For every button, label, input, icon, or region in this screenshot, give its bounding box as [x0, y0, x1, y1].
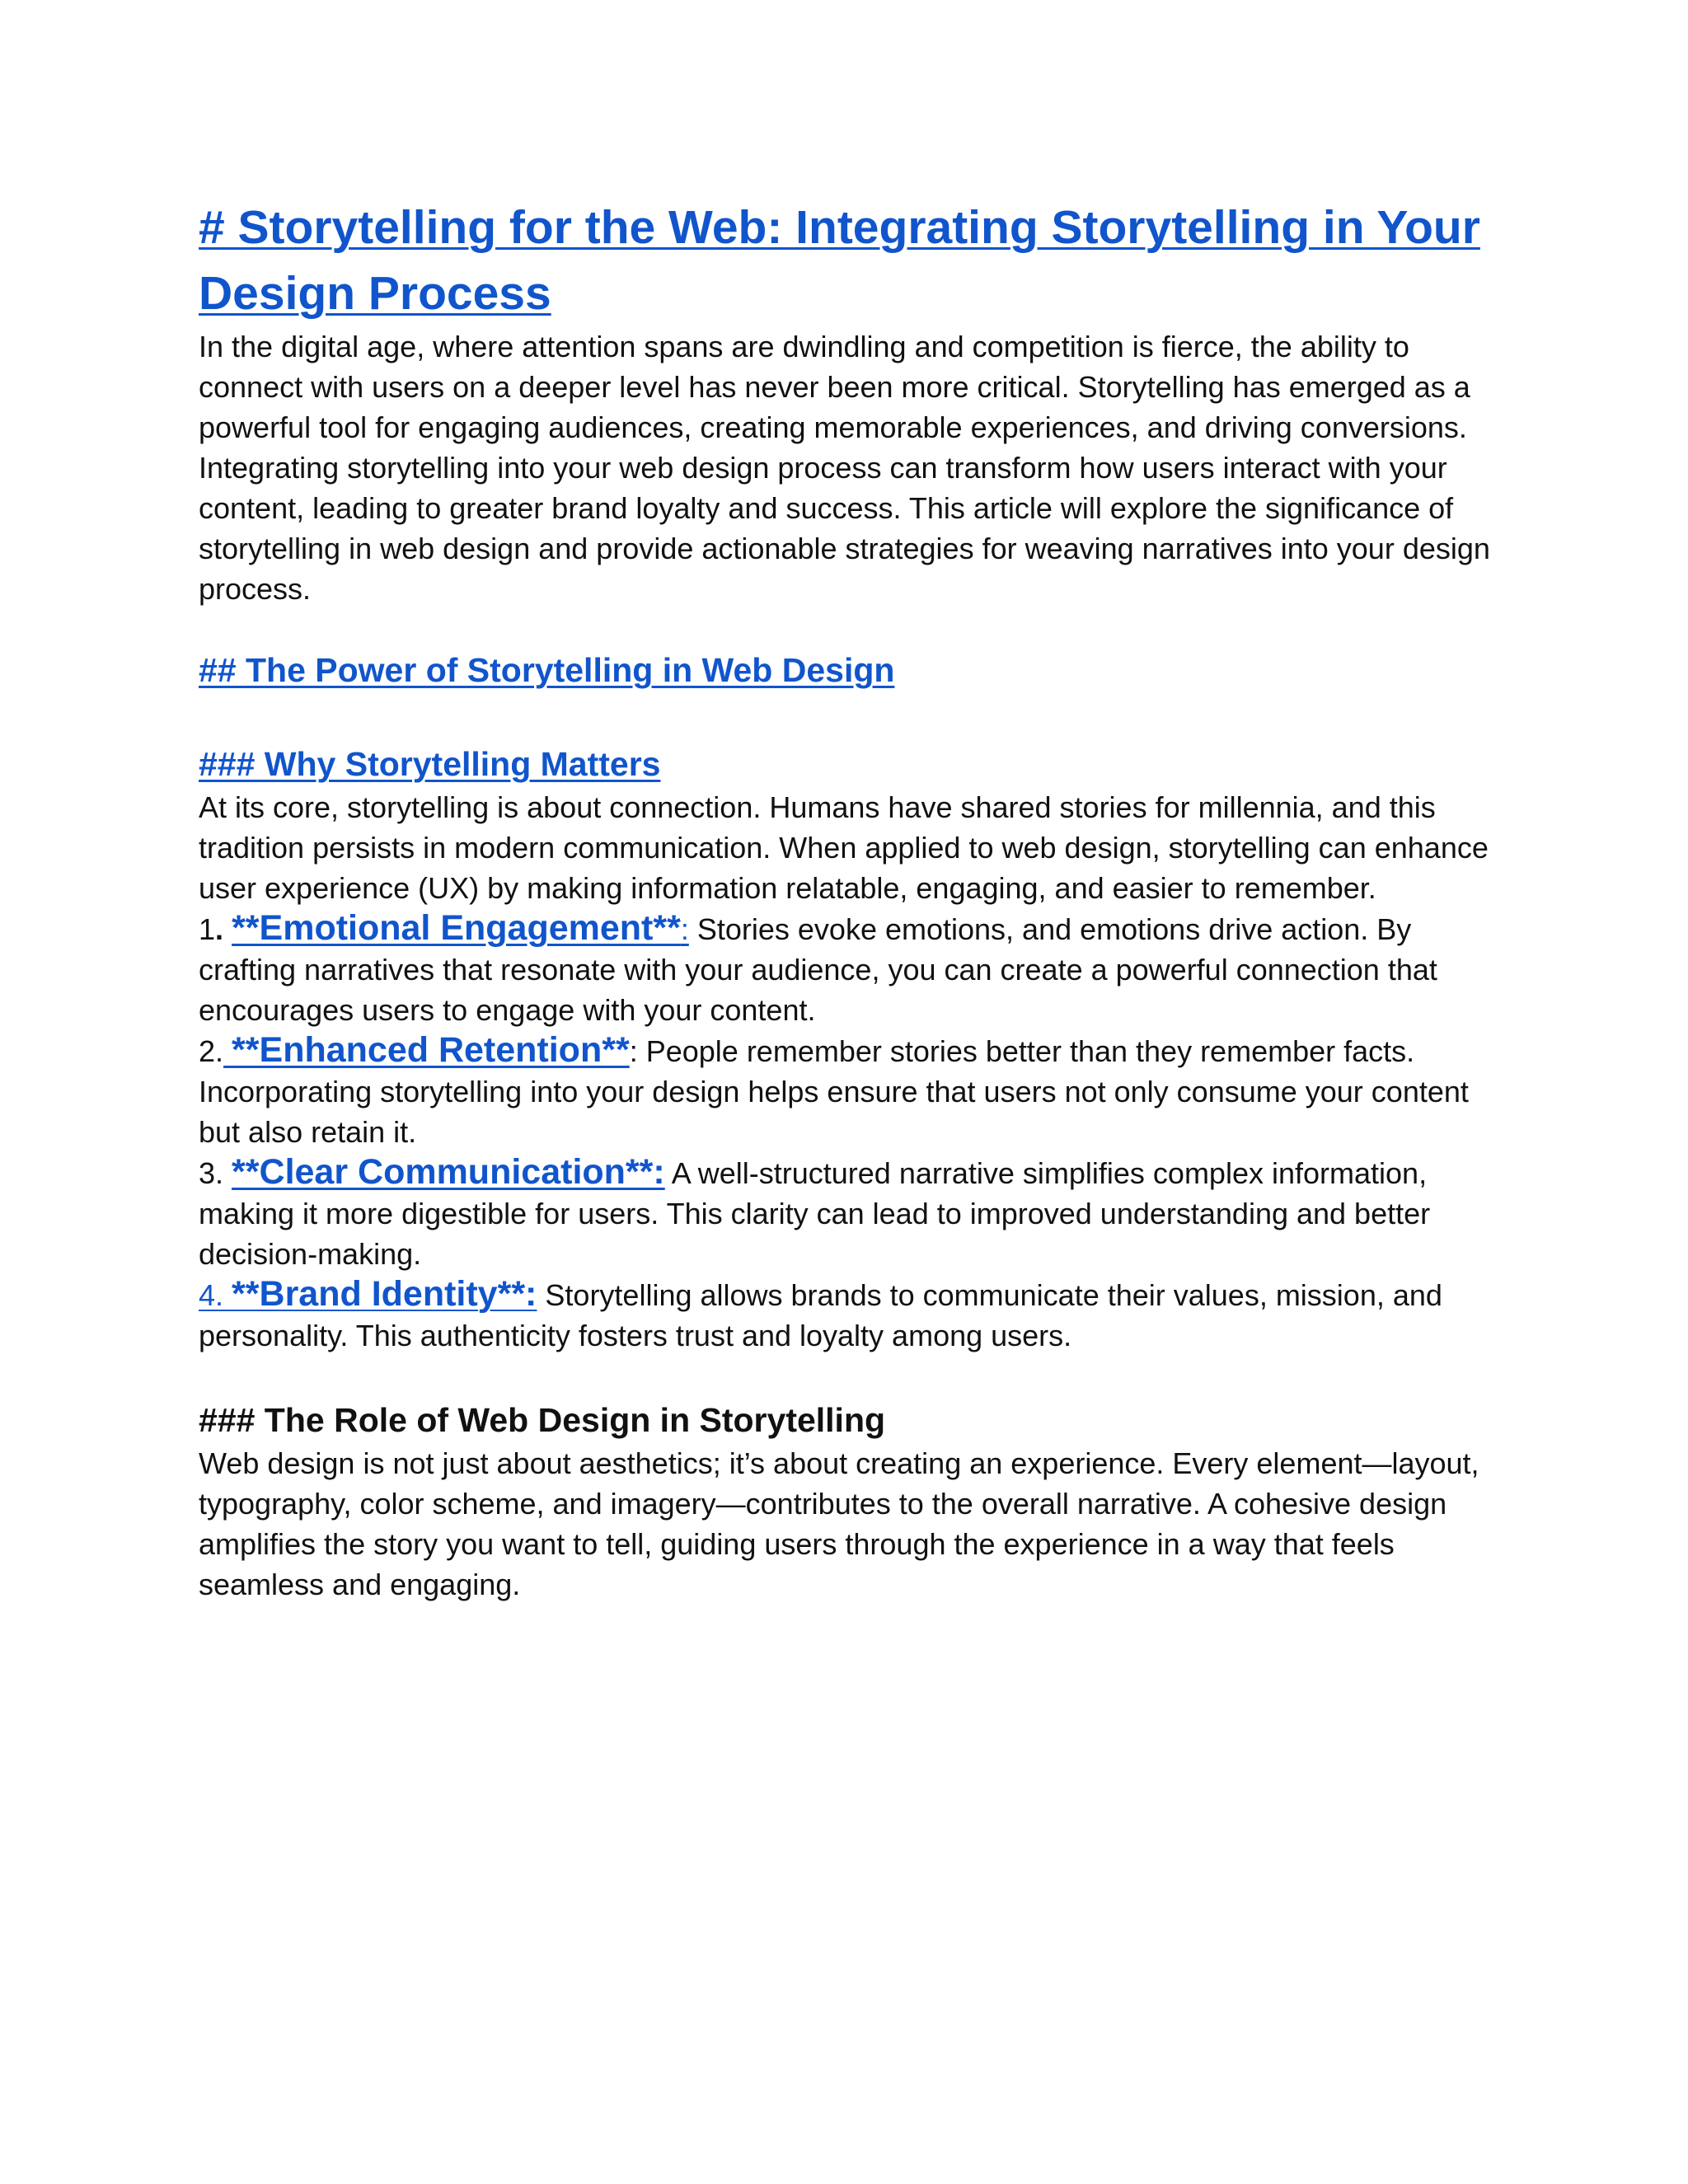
- list-number: 4.: [199, 1278, 224, 1312]
- list-item-brand-identity: [199, 1274, 1497, 1356]
- enhanced-retention-link[interactable]: [223, 1030, 630, 1070]
- emotional-engagement-link[interactable]: [232, 908, 689, 948]
- intro-paragraph: In the digital age, where attention spans are dwindling and competition is fierce, the ability to connect with users on a deeper level has never been more critical. Storytelling has emerged as a powerful tool for engaging audiences, creating memorable experiences, and driving conversions. Integrating storytelling into your web design process can transform how users interact with your content, leading to greater brand loyalty and success. This article will explore the significance of storytelling in web design and provide actionable strategies for weaving narratives into your design process.: [199, 330, 1490, 606]
- list-item-emotional-engagement: [199, 908, 1497, 1030]
- list-item-enhanced-retention: [199, 1030, 1497, 1152]
- list-lead: **Brand Identity**:: [232, 1274, 537, 1314]
- section-heading-power: [199, 647, 1497, 693]
- title-link[interactable]: # Storytelling for the Web: Integrating Storytelling in Your Design Process: [199, 201, 1480, 320]
- document-page: [199, 194, 1497, 1605]
- page-title: [199, 194, 1497, 326]
- clear-communication-link[interactable]: [232, 1152, 665, 1192]
- list-number-period: .: [215, 912, 224, 946]
- list-text: People remember stories better than they remember facts. Incorporating storytelling into your design helps ensure that users not only consume your content but also retain it.: [199, 1034, 1469, 1149]
- list-number: 2.: [199, 1034, 224, 1068]
- why-storytelling-paragraph: At its core, storytelling is about connection. Humans have shared stories for millennia, and this tradition persists in modern communication. When applied to web design, storytelling can enhance user experience (UX) by making information relatable, engaging, and easier to remember.: [199, 790, 1489, 905]
- section-heading-power-link[interactable]: ## The Power of Storytelling in Web Design: [199, 651, 895, 689]
- brand-identity-link[interactable]: [199, 1274, 537, 1314]
- subheading-why-storytelling-link[interactable]: ### Why Storytelling Matters: [199, 745, 661, 783]
- list-lead-colon: :: [629, 1034, 638, 1068]
- list-item-clear-communication: [199, 1152, 1497, 1274]
- role-of-web-design-paragraph: Web design is not just about aesthetics; it’s about creating an experience. Every element—layout, typography, color scheme, and imagery—contributes to the overall narrative. A cohesive design amplifies the story you want to tell, guiding users through the experience in a way that feels seamless and engaging.: [199, 1446, 1479, 1601]
- subheading-role-of-web-design: ### The Role of Web Design in Storytelling: [199, 1401, 886, 1439]
- list-text: A well-structured narrative simplifies complex information, making it more digestible for users. This clarity can lead to improved understanding and better decision-making.: [199, 1156, 1431, 1271]
- list-text: Stories evoke emotions, and emotions drive action. By crafting narratives that resonate with your audience, you can create a powerful connection that encourages users to engage with your content.: [199, 912, 1437, 1027]
- subheading-why-storytelling: [199, 741, 1497, 787]
- list-number: 3.: [199, 1156, 224, 1190]
- list-lead: **Enhanced Retention**: [232, 1030, 630, 1070]
- list-lead: **Emotional Engagement**: [232, 908, 681, 948]
- list-lead: **Clear Communication**:: [232, 1152, 665, 1192]
- list-lead-colon: :: [680, 912, 689, 946]
- list-number: 1: [199, 912, 216, 946]
- list-text: Storytelling allows brands to communicate their values, mission, and personality. This authenticity fosters trust and loyalty among users.: [199, 1278, 1442, 1352]
